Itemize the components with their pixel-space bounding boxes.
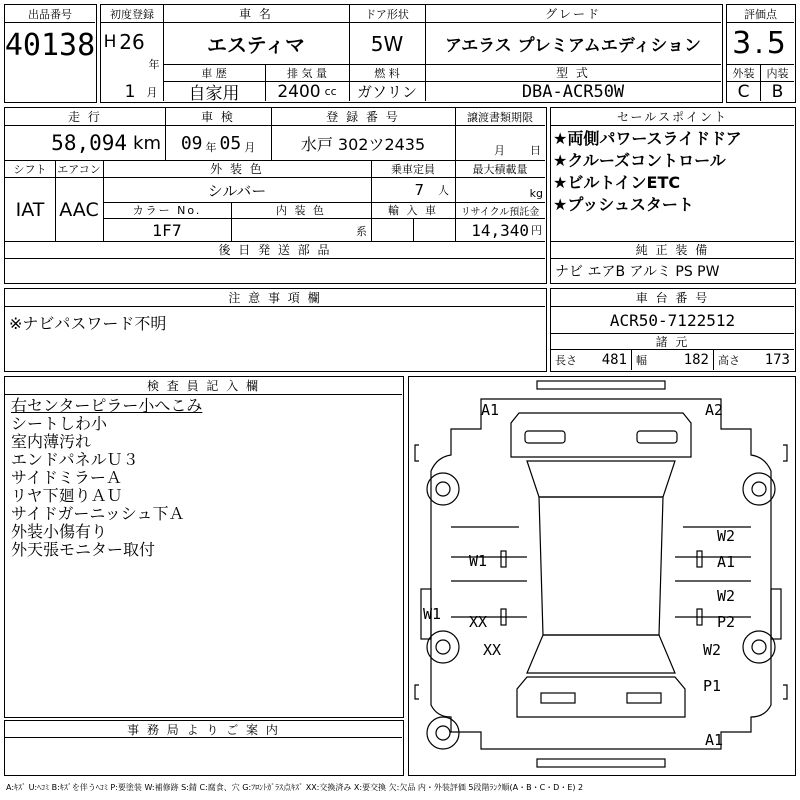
cap-unit: 人 [438,184,449,197]
inspect-date [165,126,271,160]
mark-left-sill: W1 [423,605,442,623]
model-type: DBA-ACR50W [521,82,625,101]
disp-label: 排 気 量 [287,66,327,80]
doc-day-unit: 日 [530,144,541,157]
wid-value: 182 [683,352,709,368]
color-label: 外 装 色 [210,162,264,176]
load-unit: kg [529,186,543,200]
dim-height [714,350,794,370]
shift: IAT [15,198,45,221]
car-diagram [408,376,796,776]
recycle-label: リサイクル預託金 [460,206,540,218]
hgt-label: 高さ [718,354,740,367]
plate-number: 水戸 302ツ2435 [300,134,426,154]
model-label: 車 名 [239,7,273,21]
type-label: 型 式 [556,66,590,80]
chassis-number: ACR50-7122512 [609,310,736,330]
mark-front-right: A2 [705,401,724,419]
mileage-label: 走 行 [68,110,102,124]
dim-width [632,350,713,370]
capacity [371,178,455,202]
len-value: 481 [601,352,627,368]
load-label: 最大積載量 [472,162,528,176]
cap-label: 乗車定員 [391,162,435,176]
sales-point: ★両側パワースライドドア [553,129,742,148]
model-name: エスティマ [207,33,305,57]
doc-month-unit: 月 [494,144,505,157]
color-no-label: カラー No. [132,204,202,217]
recycle-value: 14,340 [471,220,529,240]
int-grade: B [771,82,784,101]
mark-right-quarter: W2 [703,641,722,659]
roof [539,497,663,635]
equipment-label: 純 正 装 備 [635,243,710,257]
mileage-unit: km [133,132,161,154]
equipment: ナビ エアB アルミ PS PW [555,263,720,280]
history: 自家用 [188,84,240,101]
displacement [265,82,349,101]
plate-label: 登 録 番 号 [326,110,400,124]
inspect-month-unit: 月 [244,141,256,154]
import-label: 輸 入 車 [388,204,438,217]
month-unit: 月 [146,86,158,99]
mark-right-rear: P1 [703,677,722,695]
score-label: 評価点 [744,7,777,21]
legend: A:ｷｽﾞ U:ﾍｺﾐ B:ｷｽﾞを伴うﾍｺﾐ P:要塗装 W:補修跡 S:錆 C:腐食、穴 G:ﾌﾛﾝﾄｶﾞﾗｽ点ｷｽﾞ XX:交換済み X:要交換 欠:欠品 内・外装評価 5段階ﾗﾝｸ順(A・B・C・D・E) 2 [6,783,584,792]
sales-points-label: セールスポイント [617,110,728,124]
hgt-value: 173 [764,352,790,368]
fuel: ガソリン [356,83,417,101]
history-label: 車 歴 [201,66,227,80]
mark-left-quarter: XX [483,641,502,659]
sales-point: ★プッシュスタート [553,195,694,214]
mark-rear-bumper: A1 [705,731,724,749]
lot-box [4,4,97,103]
dim-length [551,350,631,370]
ac-label: エアコン [57,162,101,176]
later-parts-label: 後 日 発 送 部 品 [218,243,332,257]
ext-color: シルバー [207,181,267,200]
inspect-year: 09 [180,132,203,154]
wheel-fr [743,473,775,505]
doc-label: 譲渡書類期限 [467,110,533,124]
disp-unit: cc [324,85,337,98]
details-table [4,107,547,284]
color-no: 1F7 [152,220,182,240]
inspector-item: リヤ下廻りＡＵ [11,486,123,505]
chassis-box [550,288,796,372]
inspector-item: シートしわ小 [11,414,108,433]
sales-equip-box [550,107,796,284]
grade-label: グレード [544,7,601,21]
windshield [527,461,675,497]
disp-value: 2400 [277,82,321,101]
inspect-label: 車 検 [201,110,235,124]
inspector-box [4,376,404,718]
tailgate [517,677,685,717]
recycle [455,219,545,241]
lot-label: 出品番号 [28,7,72,21]
reg-month: 1 [124,83,136,101]
mark-left-door-rear: XX [469,613,488,631]
score-box [726,4,796,103]
car-outline-svg [409,377,794,774]
wheel-fl [427,473,459,505]
body-outline [431,399,771,749]
inspect-month: 05 [219,132,242,154]
ext-label: 外装 [732,66,755,80]
notes-text: ※ナビパスワード不明 [9,314,167,333]
mark-right-door-rear-w: W2 [717,587,736,605]
int-label: 内装 [766,66,789,80]
inspector-item: 外装小傷有り [11,522,108,541]
door-label: ドア形状 [365,7,409,21]
wheel-rr [743,631,775,663]
cap-value: 7 [414,181,424,199]
fuel-label: 燃 料 [374,66,400,80]
sales-point: ★ビルトインETC [553,173,681,192]
inspector-item: エンドパネルＵ３ [11,450,139,469]
notes-box [4,288,547,372]
chassis-label: 車 台 番 号 [635,291,710,305]
sales-points-list [553,128,793,216]
reg-year: 26 [119,30,145,54]
ac: AAC [59,198,99,221]
dims-label: 諸 元 [655,334,690,349]
inspector-item: サイドミラーＡ [11,468,122,487]
inspector-item: サイドガーニッシュ下Ａ [11,504,185,523]
inspector-notes [11,397,391,559]
inspector-item: 室内薄汚れ [11,432,92,451]
mark-front-left: A1 [481,401,500,419]
ext-grade: C [737,82,750,101]
hood [511,413,691,457]
office-box [4,720,404,776]
mark-right-door-front: A1 [717,553,736,571]
inspector-item: 右センターピラー小へこみ [11,396,203,415]
wid-label: 幅 [636,354,647,367]
sales-point: ★クルーズコントロール [553,151,726,170]
inspector-item: 外天張モニター取付 [11,540,156,559]
era: H [103,32,117,52]
grade: アエラス プレミアムエディション [445,36,701,56]
office-label: 事 務 局 よ り ご 案 内 [127,722,280,737]
mileage [5,126,165,160]
int-color-unit: 系 [356,225,367,238]
notes-label: 注 意 事 項 欄 [228,291,322,305]
mark-right-door-rear-p: P2 [717,613,736,631]
first-reg-label: 初度登録 [110,7,154,21]
inspector-label: 検 査 員 記 入 欄 [146,379,261,393]
door-type: 5W [370,31,404,56]
mark-right-fender: W2 [717,527,736,545]
mileage-value: 58,094 [51,131,128,155]
year-unit: 年 [148,58,160,71]
rear-glass [527,635,675,673]
lot-number: 40138 [5,27,95,63]
header-table [100,4,723,103]
inspect-year-unit: 年 [205,141,217,154]
shift-label: シフト [13,162,47,176]
len-label: 長さ [555,354,577,367]
spare-wheel [427,717,459,749]
mark-left-door-front: W1 [469,552,488,570]
rear-bumper [537,759,665,767]
int-color-label: 内 装 色 [276,204,326,217]
front-bumper [537,381,665,389]
wheel-rl [427,631,459,663]
recycle-unit: 円 [531,224,542,237]
score: 3.5 [732,26,789,61]
